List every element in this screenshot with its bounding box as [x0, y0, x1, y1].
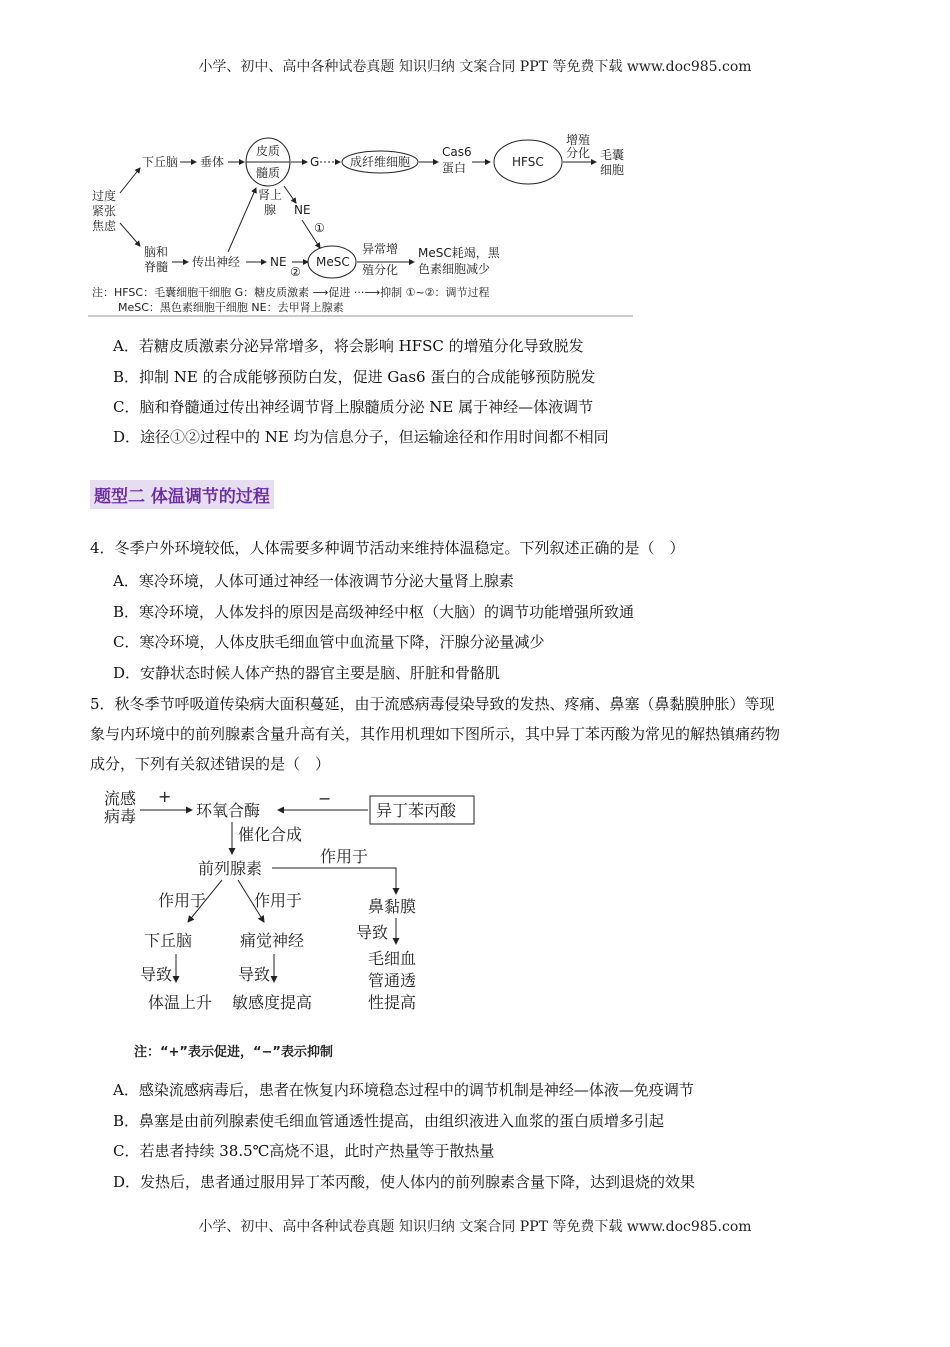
abnormal-label-1: 异常增 — [362, 242, 399, 256]
q4-option-b: B．寒冷环境，人体发抖的原因是高级神经中枢（大脑）的调节功能增强所致通 — [113, 603, 635, 621]
gas6-label-2: 蛋白 — [442, 161, 467, 175]
abnormal-label-2: 殖分化 — [362, 263, 399, 277]
page-header: 小学、初中、高中各种试卷真题 知识归纳 文案合同 PPT 等免费下载 www.doc985.com — [198, 59, 752, 75]
acts-on-right: 作用于 — [320, 847, 369, 866]
virus-label-1: 流感 — [104, 789, 137, 808]
capillary-label-2: 管通透 — [368, 971, 417, 990]
acts-on-left: 作用于 — [158, 891, 207, 910]
q3-option-b: B．抑制 NE 的合成能够预防白发，促进 Gas6 蛋白的合成能够预防脱发 — [113, 368, 596, 386]
spinal-label-1: 脑和 — [144, 245, 169, 259]
section-title: 题型二 体温调节的过程 — [90, 480, 274, 509]
circle2-label: ② — [290, 265, 301, 279]
page-footer: 小学、初中、高中各种试卷真题 知识归纳 文案合同 PPT 等免费下载 www.doc985.com — [198, 1219, 752, 1235]
prolif-label-2: 分化 — [566, 146, 591, 160]
arrow-stress-hypothalamus — [120, 168, 140, 193]
enzyme-label: 环氧合酶 — [196, 801, 261, 820]
circle1-label: ① — [314, 221, 325, 235]
q5-option-a: A．感染流感病毒后，患者在恢复内环境稳态过程中的调节机制是神经—体液—免疫调节 — [113, 1081, 694, 1099]
adrenal-label-1: 肾上 — [258, 188, 283, 202]
arrow-efferent-adrenal — [228, 188, 256, 252]
medulla-label: 髓质 — [256, 166, 281, 180]
virus-label-2: 病毒 — [104, 807, 137, 826]
drug-label: 异丁苯丙酸 — [376, 801, 457, 820]
leads-right: 导致 — [356, 923, 389, 942]
capillary-label-1: 毛细血 — [368, 949, 417, 968]
prostaglandin-diagram — [100, 782, 500, 1062]
diagram1-note-1: 注：HFSC：毛囊细胞干细胞 G：糖皮质激素 ⟶促进 ···⟶抑制 ①~②：调节过程 — [92, 286, 490, 299]
q5-stem-line-3: 成分，下列有关叙述错误的是（ ） — [90, 755, 331, 773]
g-label: G — [310, 155, 320, 169]
efferent-label: 传出神经 — [192, 255, 241, 269]
hair-label-1: 毛囊 — [600, 148, 625, 162]
arrow-medulla-ne — [284, 186, 296, 203]
sens-label: 敏感度提高 — [232, 993, 313, 1012]
q3-option-d: D．途径①②过程中的 NE 均为信息分子，但运输途径和作用时间都不相同 — [113, 428, 609, 446]
q5-option-d: D．发热后，患者通过服用异丁苯丙酸，使人体内的前列腺素含量下降，达到退烧的效果 — [113, 1173, 696, 1191]
q5-stem-line-1: 5．秋冬季节呼吸道传染病大面积蔓延，由于流感病毒侵染导致的发热、疼痛、鼻塞（鼻黏膜肿胀）等现 — [90, 695, 775, 713]
pg-label: 前列腺素 — [198, 859, 263, 878]
spinal-label-2: 脊髓 — [144, 260, 169, 274]
plus-sign: + — [158, 787, 172, 806]
stress-regulation-diagram — [88, 128, 648, 328]
leads-mid: 导致 — [238, 965, 271, 984]
fibroblast-label: 成纤维细胞 — [350, 155, 411, 169]
depleted-label-2: 色素细胞减少 — [418, 262, 491, 276]
mesc-label: MeSC — [316, 255, 350, 269]
mucosa-label: 鼻黏膜 — [368, 897, 417, 916]
q3-option-c: C．脑和脊髓通过传出神经调节肾上腺髓质分泌 NE 属于神经—体液调节 — [113, 398, 594, 416]
pituitary-label: 垂体 — [200, 155, 225, 169]
diagram2-note: 注：“+”表示促进，“−”表示抑制 — [134, 1045, 333, 1060]
hypothalamus-label: 下丘脑 — [142, 155, 179, 169]
hypo-label: 下丘脑 — [144, 931, 193, 950]
ne-top-label: NE — [294, 203, 311, 217]
acts-on-mid: 作用于 — [254, 891, 303, 910]
arrow-stress-spinal — [120, 223, 140, 246]
prolif-label-1: 增殖 — [566, 133, 591, 147]
hfsc-label: HFSC — [512, 155, 544, 169]
temp-label: 体温上升 — [148, 993, 213, 1012]
catalyze-label: 催化合成 — [238, 825, 303, 844]
leads-left: 导致 — [140, 965, 173, 984]
adrenal-label-2: 腺 — [264, 203, 277, 217]
stress-label-2: 紧张 — [92, 204, 117, 218]
cortex-label: 皮质 — [256, 144, 281, 158]
stress-label-1: 过度 — [92, 189, 117, 203]
q4-stem: 4．冬季户外环境较低，人体需要多种调节活动来维持体温稳定。下列叙述正确的是（ ） — [90, 539, 685, 557]
diagram1-note-2: MeSC：黑色素细胞干细胞 NE：去甲肾上腺素 — [118, 301, 344, 314]
ne-bottom-label: NE — [270, 255, 287, 269]
q4-option-d: D．安静状态时候人体产热的器官主要是脑、肝脏和骨骼肌 — [113, 664, 501, 682]
minus-sign: − — [318, 789, 332, 808]
gas6-label-1: Cas6 — [442, 145, 472, 159]
depleted-label-1: MeSC耗竭，黑 — [418, 246, 500, 260]
q5-stem-line-2: 象与内环境中的前列腺素含量升高有关，其作用机理如下图所示，其中异丁苯丙酸为常见的解热镇痛药物 — [90, 725, 781, 743]
hair-label-2: 细胞 — [600, 163, 625, 177]
pain-label: 痛觉神经 — [240, 931, 305, 950]
q5-option-c: C．若患者持续 38.5℃高烧不退，此时产热量等于散热量 — [113, 1142, 495, 1160]
q5-option-b: B．鼻塞是由前列腺素使毛细血管通透性提高，由组织液进入血浆的蛋白质增多引起 — [113, 1112, 665, 1130]
stress-label-3: 焦虑 — [92, 219, 117, 233]
capillary-label-3: 性提高 — [368, 993, 417, 1012]
q3-option-a: A．若糖皮质激素分泌异常增多，将会影响 HFSC 的增殖分化导致脱发 — [113, 337, 584, 355]
q4-option-a: A．寒冷环境，人体可通过神经一体液调节分泌大量肾上腺素 — [113, 572, 514, 590]
q4-option-c: C．寒冷环境，人体皮肤毛细血管中血流量下降，汗腺分泌量减少 — [113, 633, 545, 651]
